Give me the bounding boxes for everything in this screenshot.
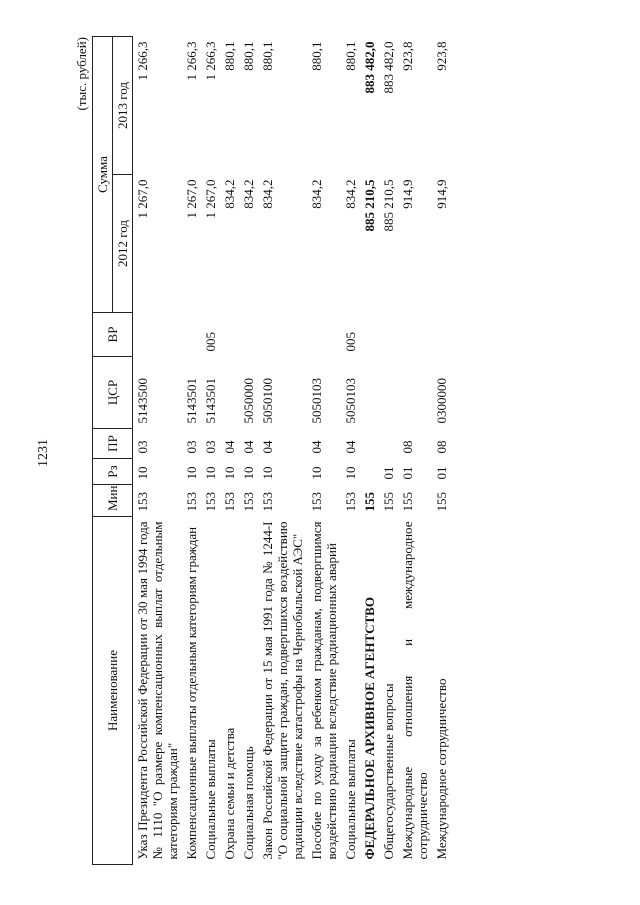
cell-csr: 5143501 (203, 378, 218, 424)
cell-pr: 04 (309, 440, 324, 454)
cell-min: 153 (309, 492, 324, 512)
table-row (307, 37, 341, 865)
cell-csr (220, 357, 239, 429)
cell-vr (360, 313, 379, 357)
cell-vr (307, 313, 341, 357)
cell-vr (258, 313, 307, 357)
cell-y2013: 880,1 (343, 41, 358, 71)
cell-min: 153 (343, 492, 358, 512)
cell-csr: 5050103 (309, 378, 324, 424)
cell-y2013: 883 482,0 (362, 41, 377, 94)
table-row (201, 37, 220, 865)
cell-y2013: 1 266,3 (135, 41, 150, 81)
cell-rz: 10 (260, 466, 275, 480)
cell-pr: 08 (400, 440, 415, 454)
cell-rz: 01 (381, 466, 396, 480)
cell-y2012: 914,9 (400, 179, 415, 209)
cell-csr: 5050100 (260, 378, 275, 424)
header-vr: ВР (93, 313, 133, 357)
cell-name: Международное сотрудничество (434, 678, 449, 860)
cell-name: Пособие по уходу за ребенком гражданам, подвергшимся воздействию радиации вследствие радиационных аварий (309, 521, 339, 860)
cell-name: Охрана семьи и детства (222, 727, 237, 860)
cell-csr: 5050000 (241, 378, 256, 424)
cell-csr: 0300000 (434, 378, 449, 424)
cell-pr: 03 (184, 440, 199, 454)
cell-min: 155 (400, 492, 415, 512)
cell-min: 153 (184, 492, 199, 512)
cell-min: 155 (381, 492, 396, 512)
cell-vr: 005 (203, 332, 218, 352)
cell-csr: 5050103 (343, 378, 358, 424)
cell-y2013: 883 482,0 (381, 41, 396, 94)
cell-vr (239, 313, 258, 357)
cell-csr (360, 357, 379, 429)
cell-vr (133, 313, 183, 357)
cell-rz: 10 (135, 466, 150, 480)
cell-csr (398, 357, 432, 429)
cell-vr (432, 313, 451, 357)
cell-min: 153 (241, 492, 256, 512)
table-row (133, 37, 183, 865)
cell-min: 153 (203, 492, 218, 512)
header-2012: 2012 год (113, 175, 133, 313)
header-csr: ЦСР (93, 357, 133, 429)
cell-y2012: 834,2 (260, 179, 275, 209)
cell-csr (379, 357, 398, 429)
cell-y2013: 1 266,3 (203, 41, 218, 81)
table-row (182, 37, 201, 865)
cell-y2013: 880,1 (260, 41, 275, 71)
cell-y2013: 880,1 (222, 41, 237, 71)
cell-y2012: 834,2 (309, 179, 324, 209)
cell-pr: 03 (135, 440, 150, 454)
table-row (239, 37, 258, 865)
cell-pr: 04 (222, 440, 237, 454)
cell-rz (360, 459, 379, 485)
cell-min: 155 (362, 492, 377, 512)
cell-rz: 01 (434, 466, 449, 480)
cell-min: 153 (260, 492, 275, 512)
cell-pr: 04 (241, 440, 256, 454)
cell-pr: 04 (260, 440, 275, 454)
cell-csr: 5143501 (184, 378, 199, 424)
cell-y2012: 885 210,5 (381, 179, 396, 232)
page-number: 1231 (36, 439, 51, 467)
document-page (72, 37, 592, 865)
header-rz: Рз (93, 459, 133, 485)
cell-name: Общегосударственные вопросы (381, 683, 396, 860)
cell-rz: 01 (400, 466, 415, 480)
header-pr: ПР (93, 429, 133, 459)
cell-pr (379, 429, 398, 459)
cell-rz: 10 (241, 466, 256, 480)
table-row (432, 37, 451, 865)
header-min: Мин (93, 485, 133, 517)
table-row (379, 37, 398, 865)
cell-name: Социальные выплаты (203, 739, 218, 860)
cell-y2013: 923,8 (434, 41, 449, 71)
cell-pr: 08 (434, 440, 449, 454)
cell-name: Компенсационные выплаты отдельным категориям граждан (184, 526, 199, 860)
table-body (133, 37, 452, 865)
cell-min: 155 (434, 492, 449, 512)
cell-rz: 10 (184, 466, 199, 480)
cell-name: Социальные выплаты (343, 739, 358, 860)
cell-vr: 005 (343, 332, 358, 352)
cell-y2012: 914,9 (434, 179, 449, 209)
budget-table (92, 36, 451, 865)
cell-name: Указ Президента Российской Федерации от 30 мая 1994 года № 1110 "О размере компенсационных выплат отдельным категориям граждан" (135, 521, 180, 860)
cell-y2012: 834,2 (343, 179, 358, 209)
header-2013: 2013 год (113, 37, 133, 175)
header-sum: Сумма (93, 37, 113, 313)
cell-y2013: 923,8 (400, 41, 415, 71)
units-label: (тыс. рублей) (74, 37, 89, 111)
cell-vr (398, 313, 432, 357)
cell-vr (379, 313, 398, 357)
cell-y2013: 880,1 (309, 41, 324, 71)
table-row (360, 37, 379, 865)
cell-rz: 10 (343, 466, 358, 480)
cell-vr (182, 313, 201, 357)
table-row (341, 37, 360, 865)
cell-name: Закон Российской Федерации от 15 мая 1991 года № 1244-I "О социальной защите граждан, подвергшихся воздействию радиации вследствие катастрофы на Чернобыльской АЭС" (260, 521, 305, 860)
cell-y2012: 834,2 (222, 179, 237, 209)
cell-name: Международные отношения и международное сотрудничество (400, 521, 430, 860)
table-row (398, 37, 432, 865)
cell-rz: 10 (203, 466, 218, 480)
cell-rz: 10 (309, 466, 324, 480)
cell-name: Социальная помощь (241, 746, 256, 860)
cell-y2012: 885 210,5 (362, 179, 377, 232)
cell-y2013: 880,1 (241, 41, 256, 71)
cell-y2012: 834,2 (241, 179, 256, 209)
cell-rz: 10 (222, 466, 237, 480)
table-row (220, 37, 239, 865)
cell-y2013: 1 266,3 (184, 41, 199, 81)
cell-y2012: 1 267,0 (184, 179, 199, 219)
cell-y2012: 1 267,0 (203, 179, 218, 219)
cell-pr: 03 (203, 440, 218, 454)
cell-vr (220, 313, 239, 357)
cell-csr: 5143500 (135, 378, 150, 424)
table-row (258, 37, 307, 865)
cell-name: ФЕДЕРАЛЬНОЕ АРХИВНОЕ АГЕНТСТВО (362, 597, 377, 860)
cell-y2012: 1 267,0 (135, 179, 150, 219)
cell-min: 153 (222, 492, 237, 512)
cell-pr (360, 429, 379, 459)
cell-pr: 04 (343, 440, 358, 454)
header-name: Наименование (93, 517, 133, 865)
cell-min: 153 (135, 492, 150, 512)
